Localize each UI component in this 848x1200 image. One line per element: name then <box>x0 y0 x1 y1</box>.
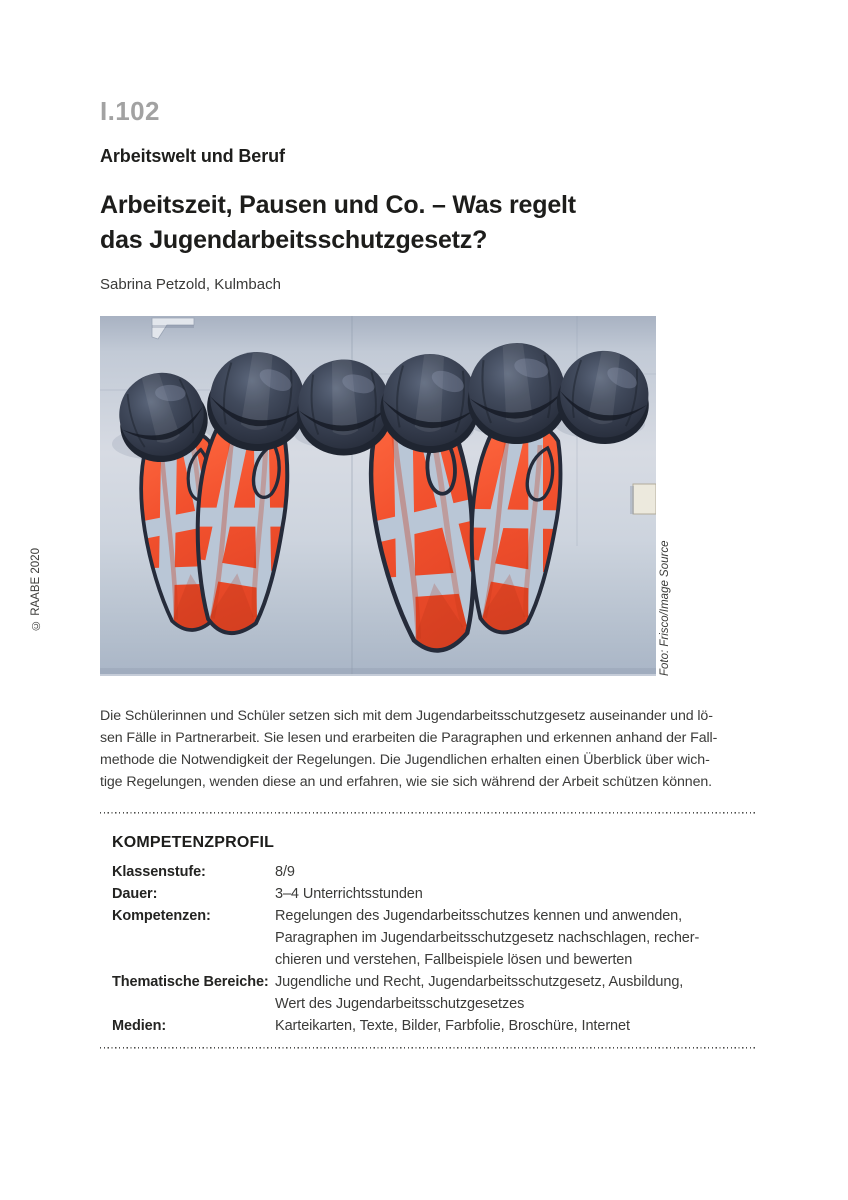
photo-credit: Foto: Frisco/Image Source <box>659 540 671 676</box>
profile-label: Klassenstufe: <box>112 864 206 880</box>
profile-value-line: Karteikarten, Texte, Bilder, Farbfolie, Broschüre, Internet <box>275 1018 630 1034</box>
competence-profile-heading: KOMPETENZPROFIL <box>112 834 275 851</box>
profile-value-line: chieren und verstehen, Fallbeispiele lösen und bewerten <box>275 952 633 968</box>
intro-line: sen Fälle in Partnerarbeit. Sie lesen und erarbeiten die Paragraphen und erkennen anhand der Fall- <box>100 730 718 746</box>
profile-value-line: 8/9 <box>275 864 295 880</box>
profile-value <box>275 883 756 905</box>
copyright-note: © RAABE 2020 <box>30 548 42 632</box>
header-photo <box>100 316 656 676</box>
profile-value <box>275 1015 756 1037</box>
intro-paragraph <box>100 705 758 793</box>
intro-line: methode die Notwendigkeit der Regelungen. Die Jugendlichen erhalten einen Überblick über wich- <box>100 752 710 768</box>
profile-value <box>275 971 756 1015</box>
intro-line: tige Regelungen, wenden diese an und erfahren, wie sie sich während der Arbeit schützen können. <box>100 774 713 790</box>
page-title <box>100 188 576 258</box>
page-title-line1: Arbeitszeit, Pausen und Co. – Was regelt <box>100 191 576 219</box>
profile-value-line: Paragraphen im Jugendarbeitsschutzgesetz nachschlagen, recher- <box>275 930 700 946</box>
profile-value-line: Jugendliche und Recht, Jugendarbeitsschutzgesetz, Ausbildung, <box>275 974 684 990</box>
profile-label: Dauer: <box>112 886 158 902</box>
profile-value-line: Wert des Jugendarbeitsschutzgesetzes <box>275 996 525 1012</box>
profile-label: Thematische Bereiche: <box>112 974 269 990</box>
author-byline: Sabrina Petzold, Kulmbach <box>100 276 281 293</box>
dotted-divider-bottom <box>100 1047 757 1049</box>
wall-hook-right <box>630 484 656 514</box>
series-title: Arbeitswelt und Beruf <box>100 146 285 166</box>
profile-value-line: Regelungen des Jugendarbeitsschutzes kennen und anwenden, <box>275 908 683 924</box>
profile-value <box>275 861 756 883</box>
dotted-divider-top <box>100 812 757 814</box>
safety-gear-photo-illustration <box>100 316 656 676</box>
profile-label: Medien: <box>112 1018 167 1034</box>
competence-profile-table <box>112 861 756 1037</box>
profile-label: Kompetenzen: <box>112 908 211 924</box>
profile-value-line: 3–4 Unterrichtsstunden <box>275 886 423 902</box>
profile-value <box>275 905 756 971</box>
intro-line: Die Schülerinnen und Schüler setzen sich mit dem Jugendarbeitsschutzgesetz auseinander und lö- <box>100 708 713 724</box>
page-kicker: I.102 <box>100 96 160 126</box>
page-title-line2: das Jugendarbeitsschutzgesetz? <box>100 226 488 254</box>
